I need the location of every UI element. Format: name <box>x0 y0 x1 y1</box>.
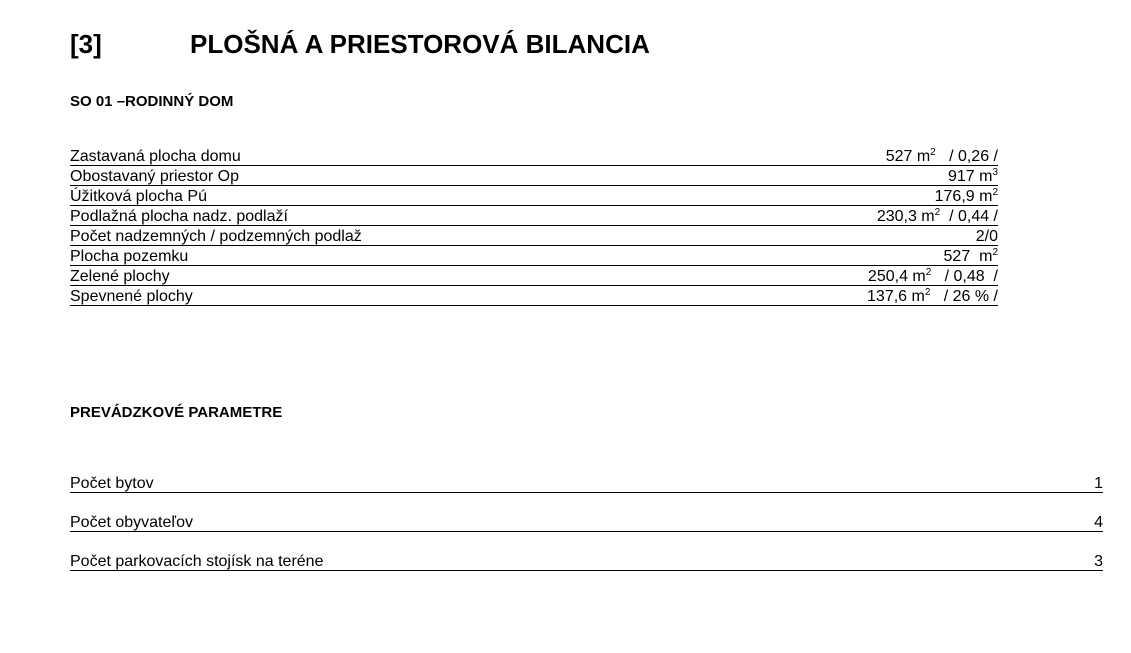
table-row <box>70 473 1103 493</box>
table-row <box>70 512 1103 532</box>
row-value: 2/0 <box>975 228 998 245</box>
table-row <box>70 551 1103 571</box>
row-label: Obostavaný priestor Op <box>70 168 239 185</box>
row-label: Počet parkovacích stojísk na teréne <box>70 553 324 570</box>
section-title-rodinny-dom: SO 01 –RODINNÝ DOM <box>70 93 234 110</box>
row-value: 137,6 $m^2 / 26$ % / <box>867 287 998 305</box>
table-row <box>70 226 998 246</box>
row-value: 250,4 $m^2 / 0,48$ / <box>867 267 998 285</box>
row-value: 527 $m^2 / 0,26$ / <box>885 147 998 165</box>
row-label: Zastavaná plocha domu <box>70 148 241 165</box>
table-row <box>70 186 998 206</box>
row-value: 527 $m^2$ <box>943 247 998 265</box>
table-row <box>70 286 998 306</box>
row-label: Úžitková plocha Pú <box>70 188 207 205</box>
operational-parameters-table <box>70 473 1103 590</box>
row-label: Zelené plochy <box>70 268 170 285</box>
row-value: 917 $m^3$ <box>947 167 998 185</box>
row-label: Spevnené plochy <box>70 288 193 305</box>
area-balance-table <box>70 146 998 306</box>
row-label: Počet nadzemných / podzemných podlaž <box>70 228 362 245</box>
table-row <box>70 146 998 166</box>
section-title-operational-parameters: PREVÁDZKOVÉ PARAMETRE <box>70 404 283 421</box>
row-value: 176,9 $m^2$ <box>934 187 998 205</box>
row-label: Plocha pozemku <box>70 248 189 265</box>
row-value: 4 <box>1094 514 1103 531</box>
page-title: PLOŠNÁ A PRIESTOROVÁ BILANCIA <box>190 29 650 59</box>
row-label: Podlažná plocha nadz. podlaží <box>70 208 288 225</box>
table-row <box>70 206 998 226</box>
row-value: 1 <box>1094 475 1103 492</box>
table-row <box>70 266 998 286</box>
row-value: 230,3 $m^2 / 0,44$ / <box>876 207 998 225</box>
row-label: Počet bytov <box>70 475 154 492</box>
table-row <box>70 246 998 266</box>
section-number: [3] <box>70 29 102 59</box>
row-value: 3 <box>1094 553 1103 570</box>
table-row <box>70 166 998 186</box>
row-label: Počet obyvateľov <box>70 514 193 531</box>
